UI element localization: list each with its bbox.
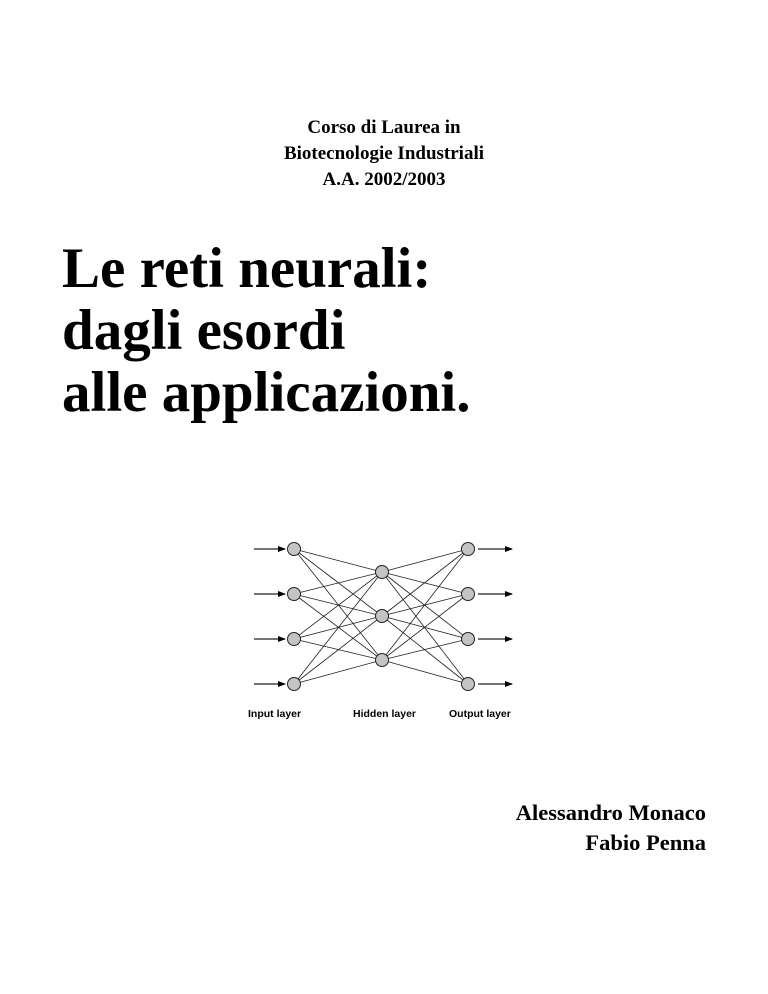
connection-line: [294, 549, 382, 572]
connection-line: [294, 660, 382, 684]
connection-line: [382, 549, 468, 660]
connection-line: [382, 639, 468, 660]
input-node: [288, 588, 301, 601]
output-layer-label: Output layer: [449, 708, 511, 720]
authors: [516, 798, 706, 858]
connection-line: [294, 572, 382, 684]
author-name: Alessandro Monaco: [515, 800, 706, 825]
connection-line: [382, 572, 468, 684]
input-node: [288, 543, 301, 556]
network-nodes: [288, 543, 475, 691]
connection-line: [294, 549, 382, 660]
output-node: [462, 678, 475, 691]
connection-line: [382, 660, 468, 684]
author-name: Fabio Penna: [585, 830, 706, 855]
course-line-2: Biotecnologie Industriali: [283, 143, 485, 164]
document-title: [62, 238, 471, 424]
input-node: [288, 678, 301, 691]
output-node: [462, 588, 475, 601]
connection-line: [382, 549, 468, 572]
title-line-2: dagli esordi: [62, 299, 346, 362]
neural-network-figure: [240, 520, 530, 730]
input-layer-label: Input layer: [248, 708, 302, 720]
academic-year: A.A. 2002/2003: [322, 169, 446, 190]
output-node: [462, 543, 475, 556]
title-line-3: alle applicazioni.: [62, 361, 471, 424]
hidden-node: [376, 610, 389, 623]
hidden-node: [376, 566, 389, 579]
connection-line: [294, 572, 382, 594]
neural-network-diagram: [240, 520, 530, 730]
course-line-1: Corso di Laurea in: [307, 117, 461, 138]
hidden-node: [376, 654, 389, 667]
title-line-1: Le reti neurali:: [62, 237, 432, 300]
output-node: [462, 633, 475, 646]
course-info: [0, 115, 768, 193]
hidden-layer-label: Hidden layer: [353, 708, 417, 720]
input-node: [288, 633, 301, 646]
